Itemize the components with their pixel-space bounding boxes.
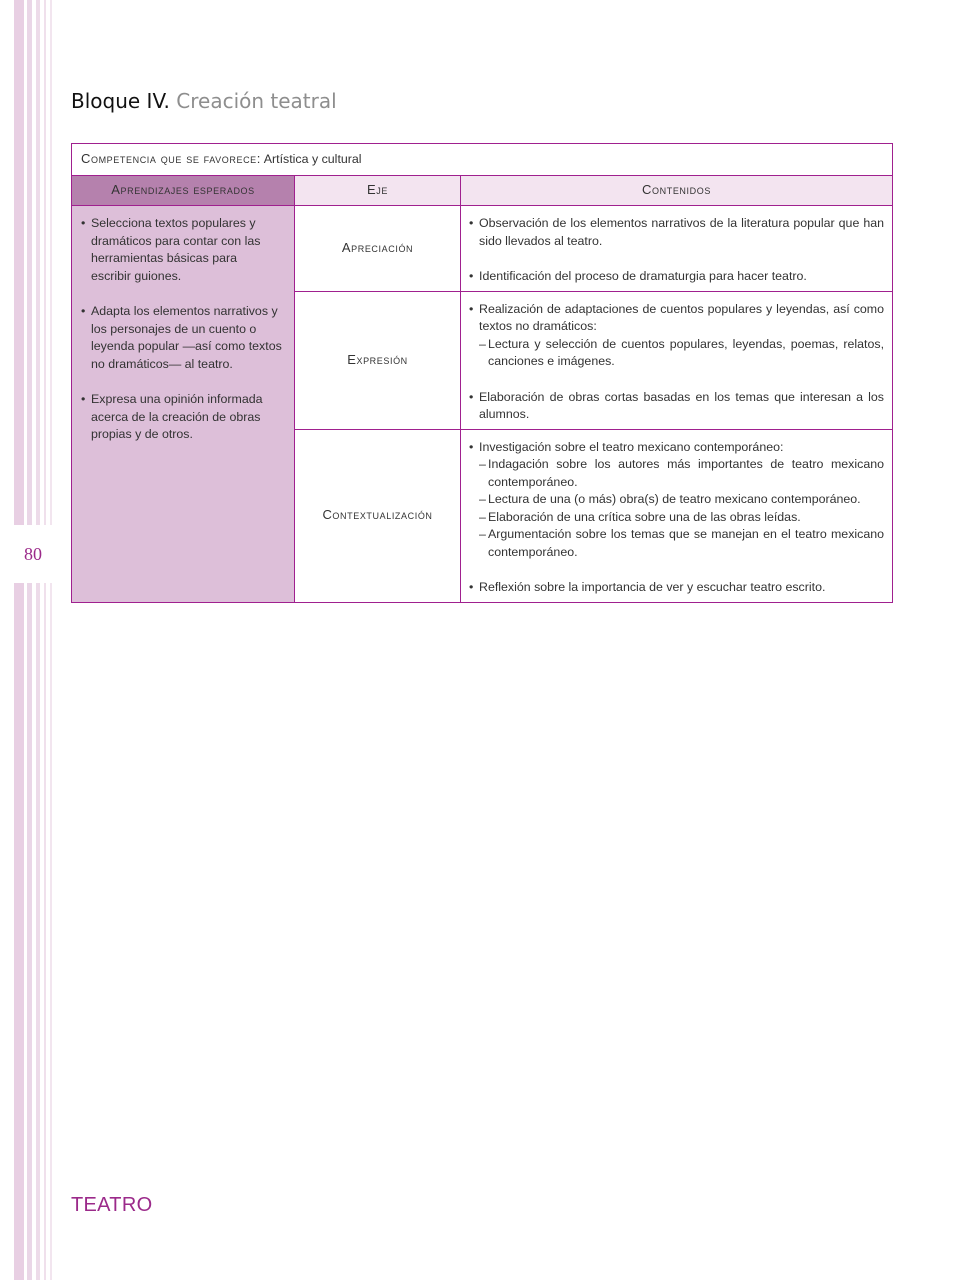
decorative-stripe bbox=[50, 0, 52, 1280]
block-name: Creación teatral bbox=[176, 89, 337, 113]
contenido-subtext: Indagación sobre los autores más importantes de teatro mexicano contemporáneo. bbox=[488, 457, 885, 489]
contenido-subtext: Elaboración de una crítica sobre una de las obras leídas. bbox=[488, 509, 801, 524]
eje-apreciacion bbox=[295, 206, 461, 292]
header-contenidos bbox=[461, 176, 893, 206]
header-aprendizajes bbox=[72, 176, 295, 206]
header-eje bbox=[295, 176, 461, 206]
contenido-subitem bbox=[469, 456, 884, 491]
eje-contextualizacion bbox=[295, 429, 461, 602]
bullet-icon: • bbox=[469, 269, 474, 283]
aprendizaje-item bbox=[81, 215, 288, 285]
page-number: 80 bbox=[24, 544, 42, 564]
bullet-icon: • bbox=[81, 304, 86, 318]
decorative-stripe bbox=[36, 0, 40, 1280]
bullet-icon: • bbox=[469, 439, 474, 454]
competencia-row bbox=[72, 144, 893, 176]
contenido-text: Reflexión sobre la importancia de ver y escuchar teatro escrito. bbox=[479, 580, 826, 594]
contenidos-apreciacion bbox=[461, 206, 893, 292]
bullet-icon: • bbox=[469, 301, 474, 316]
eje-expresion bbox=[295, 291, 461, 429]
header-aprendizajes-label: Aprendizajes esperados bbox=[111, 182, 255, 198]
header-eje-label: Eje bbox=[367, 182, 388, 198]
aprendizaje-item bbox=[81, 391, 288, 444]
contenido-text: Observación de los elementos narrativos de la literatura popular que han sido llevados al teatro. bbox=[479, 216, 885, 248]
bullet-icon: • bbox=[81, 392, 86, 406]
contenido-item bbox=[469, 579, 884, 597]
contenido-text: Investigación sobre el teatro mexicano contemporáneo: bbox=[479, 439, 784, 454]
contenido-item bbox=[469, 439, 884, 457]
competencia-label: Competencia que se favorece: bbox=[81, 151, 261, 167]
contenido-text: Elaboración de obras cortas basadas en los temas que interesan a los alumnos. bbox=[479, 389, 885, 421]
aprendizajes-cell bbox=[72, 206, 295, 603]
decorative-stripe bbox=[27, 0, 32, 1280]
contenido-subitem bbox=[469, 526, 884, 561]
aprendizaje-text: Adapta los elementos narrativos y los personajes de un cuento o leyenda popular —así como textos no dramáticos— al teatro. bbox=[91, 304, 282, 371]
contenidos-contextualizacion bbox=[461, 429, 893, 602]
block-label: Bloque IV. bbox=[71, 89, 170, 113]
eje-label: Apreciación bbox=[341, 240, 414, 255]
contenidos-expresion bbox=[461, 291, 893, 429]
header-contenidos-label: Contenidos bbox=[642, 182, 711, 198]
section-footer: TEATRO bbox=[71, 1194, 153, 1216]
curriculum-table bbox=[71, 143, 893, 603]
decorative-stripe bbox=[44, 0, 46, 1280]
page-title bbox=[71, 89, 337, 113]
contenido-text: Identificación del proceso de dramaturgia para hacer teatro. bbox=[479, 269, 807, 283]
competencia-value: Artística y cultural bbox=[263, 152, 362, 167]
aprendizaje-text: Selecciona textos populares y dramáticos para contar con las herramientas básicas para escribir guiones. bbox=[91, 216, 261, 283]
contenido-text: Realización de adaptaciones de cuentos populares y leyendas, así como textos no dramáticos: bbox=[479, 301, 885, 333]
dash-icon: – bbox=[479, 527, 486, 541]
eje-label: Contextualización bbox=[322, 507, 433, 523]
bullet-icon: • bbox=[469, 389, 474, 404]
contenido-item bbox=[469, 301, 884, 336]
bullet-icon: • bbox=[469, 580, 474, 594]
bullet-icon: • bbox=[469, 216, 474, 230]
contenido-subitem bbox=[469, 336, 884, 371]
contenido-subtext: Argumentación sobre los temas que se manejan en el teatro mexicano contemporáneo. bbox=[488, 527, 885, 559]
dash-icon: – bbox=[479, 336, 486, 351]
decorative-stripe bbox=[14, 0, 24, 1280]
contenido-subitem bbox=[469, 509, 884, 527]
contenido-subtext: Lectura y selección de cuentos populares, leyendas, poemas, relatos, canciones e imágenes. bbox=[488, 336, 885, 368]
contenido-subitem bbox=[469, 491, 884, 509]
dash-icon: – bbox=[479, 492, 486, 506]
eje-label: Expresión bbox=[347, 351, 408, 367]
contenido-item bbox=[469, 215, 884, 250]
aprendizaje-text: Expresa una opinión informada acerca de la creación de obras propias y de otros. bbox=[91, 392, 263, 441]
bullet-icon: • bbox=[81, 216, 86, 230]
dash-icon: – bbox=[479, 509, 486, 524]
dash-icon: – bbox=[479, 457, 486, 471]
contenido-item bbox=[469, 268, 884, 286]
contenido-subtext: Lectura de una (o más) obra(s) de teatro mexicano contemporáneo. bbox=[488, 492, 861, 506]
aprendizaje-item bbox=[81, 303, 288, 373]
contenido-item bbox=[469, 389, 884, 424]
